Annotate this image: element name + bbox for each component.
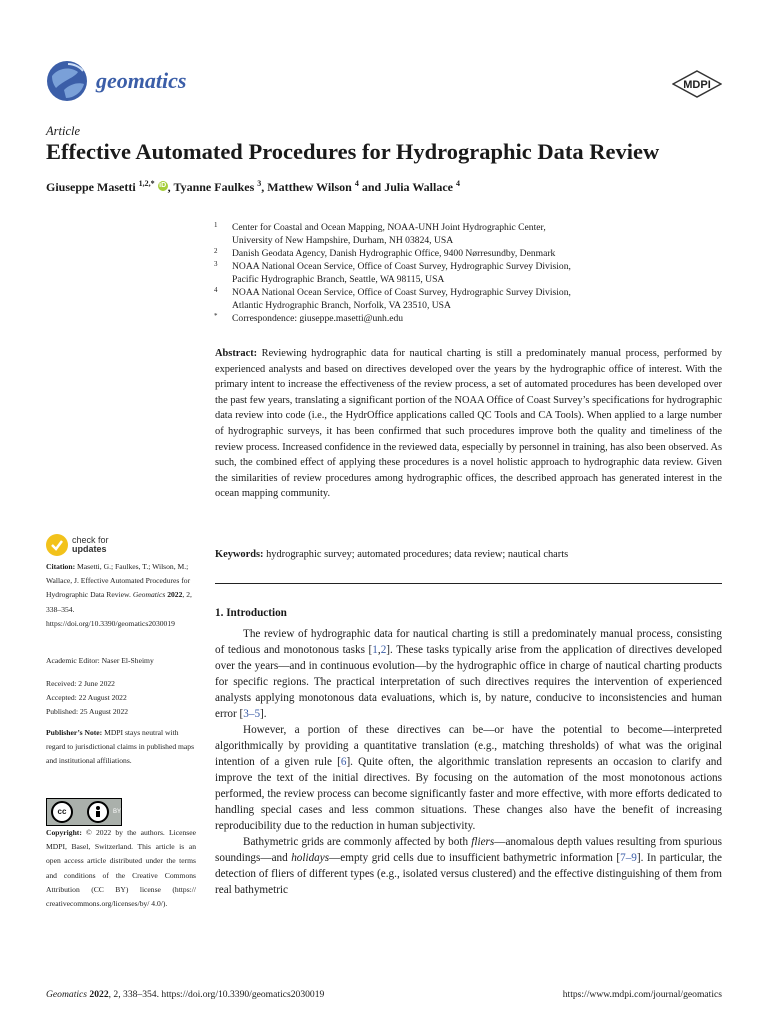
publisher-note-text: MDPI stays neutral with regard to jurisdictional claims in published maps and institutional affiliations. <box>46 728 195 766</box>
check-updates-line: check for <box>72 535 109 545</box>
affiliation-line: NOAA National Ocean Service, Office of Coast Survey, Hydrographic Survey Division, <box>232 287 571 298</box>
abstract-text: Reviewing hydrographic data for nautical charting is still a predominately manual process, performed by experienced analysts and based on directives developed over the years by the hydrographic office of interest. With the primary intent to increase the effectiveness of the review process, a set of automated procedures has been developed over the past few years, translating a significant portion of the NOAA Office of Coast Survey’s specifications for hydrographic data review into code (i.e., the HydrOffice applications called QC Tools and CA Tools). When applied to a large number of hydrographic surveys, it has been confirmed that such procedures improve both the quality and timeliness of the review process. Increased confidence in the reviewed data, especially by personnel in training, has also been observed. As such, the combined effect of applying these procedures is a novel holistic approach to hydrographic data review. Given the similarities of review procedures among hydrographic offices, the described approach has generated interest in the ocean mapping community. <box>215 348 722 500</box>
body-text <box>215 626 722 898</box>
affiliation-line: Pacific Hydrographic Branch, Seattle, WA 98115, USA <box>232 274 445 285</box>
author-name[interactable]: Julia Wallace <box>384 180 453 194</box>
correspondence-line[interactable]: Correspondence: giuseppe.masetti@unh.edu <box>232 313 404 324</box>
citation-link[interactable]: 3–5 <box>243 708 261 720</box>
text-run: ]. Quite often, the algorithmic translation represents an occasion to clarify and improve the text of the initial directives. By focusing on the automation of the most monotonous actions performed, the review process can become significantly faster and more effective, with more efforts dedicated to handling special cases and less common situations. These changes also have the benefit of increasing reproducibility due to the reduction in human subjectivity. <box>215 756 722 832</box>
article-type: Article <box>46 124 81 138</box>
text-run: , <box>377 644 381 656</box>
footer-doi[interactable]: , 2, 338–354. https://doi.org/10.3390/geomatics2030019 <box>108 989 325 1000</box>
abstract <box>215 346 722 502</box>
abstract-label: Abstract: <box>215 348 258 359</box>
academic-editor: Academic Editor: Naser El-Sheimy <box>46 656 154 665</box>
affiliations <box>214 221 571 325</box>
mdpi-logo-icon <box>672 70 722 98</box>
author-name[interactable]: Giuseppe Masetti <box>46 180 136 194</box>
copyright-label: Copyright: <box>46 828 82 837</box>
paper-title: Effective Automated Procedures for Hydrographic Data Review <box>46 139 660 164</box>
check-for-updates-badge[interactable] <box>46 534 109 556</box>
affiliation-item <box>214 286 571 312</box>
citation-link[interactable]: 6 <box>340 756 347 768</box>
text-run: —anomalous depth values resulting from spurious soundings—and <box>215 836 722 864</box>
footer-journal: Geomatics <box>46 989 88 1000</box>
footer-year: 2022 <box>87 989 109 1000</box>
check-updates-icon <box>46 534 68 556</box>
by-label: BY <box>113 809 122 815</box>
footer-citation <box>46 989 324 1000</box>
publisher-note <box>46 726 196 769</box>
author-affil-mark: 4 <box>455 179 460 188</box>
published-date: Published: 25 August 2022 <box>46 707 129 717</box>
text-run: ]. In particular, the detection of fliers of different types (e.g., isolated versus clustered) and the effective distinguishing of them from real bathymetric <box>215 852 722 896</box>
copyright-text: © 2022 by the authors. Licensee MDPI, Basel, Switzerland. This article is an open access article distributed under the terms and conditions of the Creative Commons Attribution (CC BY) license (https:// creativecommons.org/licenses/by/ 4.0/). <box>46 828 196 909</box>
affiliation-mark: * <box>214 312 218 320</box>
text-run: ]. These tasks typically arise from the application of directives developed over the years—and in continuous evolution—by the hydrographic office in charge of nautical charting products for specific regions. The practical interpretation of such directives requires the intervention of experienced analysts applying monotonous data evaluations, which is, by nature, conducive to inconsistencies and human error [ <box>215 644 722 720</box>
affiliation-mark: 1 <box>214 221 218 229</box>
publisher-note-label: Publisher’s Note: <box>46 728 103 737</box>
section-divider <box>215 583 722 584</box>
paragraph <box>215 834 722 898</box>
affiliation-line: Center for Coastal and Ocean Mapping, NOAA-UNH Joint Hydrographic Center, <box>232 222 546 233</box>
orcid-icon[interactable]: iD <box>159 182 167 189</box>
cc-by-license-badge[interactable] <box>46 798 122 826</box>
affiliation-line: NOAA National Ocean Service, Office of Coast Survey, Hydrographic Survey Division, <box>232 261 571 272</box>
cc-icon: cc <box>51 801 73 823</box>
globe-logo-icon <box>44 58 90 104</box>
affiliation-line: Danish Geodata Agency, Danish Hydrographic Office, 9400 Nørresundby, Denmark <box>232 248 556 259</box>
text-run: ]. <box>260 708 267 720</box>
copyright-block <box>46 826 196 911</box>
received-date: Received: 2 June 2022 <box>46 679 115 688</box>
citation-block <box>46 560 196 631</box>
keywords-text: hydrographic survey; automated procedures; data review; nautical charts <box>263 549 569 560</box>
keywords <box>215 547 722 562</box>
text-run: The review of hydrographic data for nautical charting is still a predominately manual process, consisting of tedious and monotonous tasks [ <box>215 628 722 656</box>
author-separator: and <box>358 180 385 194</box>
text-run: Bathymetric grids are commonly affected by both <box>243 836 472 848</box>
citation-journal: Geomatics <box>132 590 166 600</box>
affiliation-item <box>214 221 571 247</box>
journal-name: geomatics <box>96 68 187 93</box>
text-run: fliers <box>471 836 495 848</box>
citation-text: Masetti, G.; Faulkes, T.; Wilson, M.; Wallace, J. Effective Automated Procedures for Hydrographic Data Review. <box>46 562 191 600</box>
citation-link[interactable]: 2 <box>380 644 387 656</box>
author-name[interactable]: Tyanne Faulkes <box>173 180 255 194</box>
check-updates-label <box>72 536 109 554</box>
citation-label: Citation: <box>46 562 76 571</box>
author-separator: , <box>167 180 174 194</box>
affiliation-mark: 4 <box>214 286 218 294</box>
affiliation-line: University of New Hampshire, Durham, NH 03824, USA <box>232 235 454 246</box>
paragraph <box>215 626 722 722</box>
citation-doi[interactable]: , 2, 338–354. https://doi.org/10.3390/geomatics2030019 <box>46 590 192 628</box>
text-run: holidays <box>291 852 330 864</box>
mdpi-logo-text: MDPI <box>683 79 711 91</box>
affiliation-item <box>214 260 571 286</box>
author-list <box>46 179 460 195</box>
footer-url[interactable]: https://www.mdpi.com/journal/geomatics <box>562 989 722 1000</box>
section-heading: 1. Introduction <box>215 607 287 619</box>
text-run: However, a portion of these directives can be—or have the potential to become—interpreted algorithmically by providing a quantitative translation (e.g., matching thresholds) of what was the original intention of a given rule [ <box>215 724 722 768</box>
affiliation-item <box>214 312 571 325</box>
keywords-label: Keywords: <box>215 549 264 560</box>
citation-link[interactable]: 1 <box>372 644 378 656</box>
author-affil-mark: 4 <box>354 179 359 188</box>
mdpi-logo[interactable] <box>672 70 722 103</box>
text-run: —empty grid cells due to insufficient bathymetric information [ <box>329 852 621 864</box>
affiliation-mark: 2 <box>214 247 218 255</box>
paragraph <box>215 722 722 834</box>
dates-block <box>46 677 196 720</box>
person-icon <box>87 801 109 823</box>
citation-link[interactable]: 7–9 <box>620 852 637 864</box>
author-affil-mark: 1,2,* <box>138 179 155 188</box>
check-updates-line: updates <box>72 544 107 554</box>
affiliation-item <box>214 247 571 260</box>
author-name[interactable]: Matthew Wilson <box>267 180 352 194</box>
affiliation-line: Atlantic Hydrographic Branch, Norfolk, VA 23510, USA <box>232 300 451 311</box>
author-affil-mark: 3 <box>257 179 262 188</box>
citation-year: 2022 <box>165 590 183 600</box>
author-separator: , <box>261 180 268 194</box>
journal-logo[interactable] <box>44 58 186 104</box>
affiliation-mark: 3 <box>214 260 218 268</box>
accepted-date: Accepted: 22 August 2022 <box>46 693 127 703</box>
